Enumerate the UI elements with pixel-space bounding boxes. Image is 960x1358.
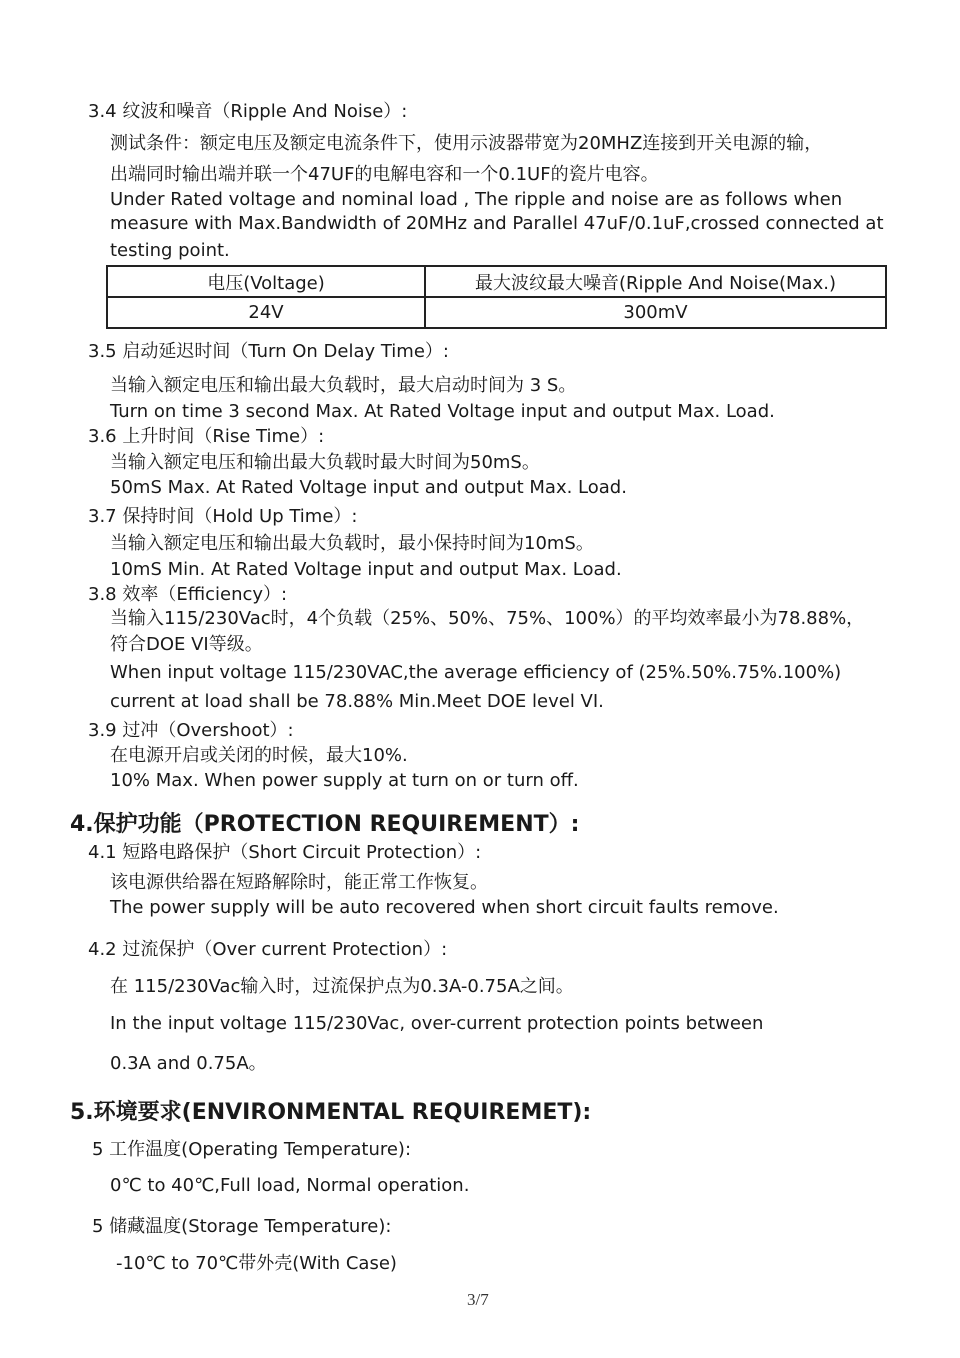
section-3-7-english: 10mS Min. At Rated Voltage input and output Max. Load. bbox=[110, 559, 622, 580]
table-header-voltage: 电压(Voltage) bbox=[107, 266, 425, 297]
section-3-8-english-line1: When input voltage 115/230VAC,the average efficiency of (25%.50%.75%.100%) bbox=[110, 662, 842, 683]
section-3-4-english-line2: measure with Max.Bandwidth of 20MHz and Parallel 47uF/0.1uF,crossed connected at bbox=[110, 213, 884, 234]
page-number: 3/7 bbox=[467, 1290, 489, 1309]
section-3-5-chinese: 当输入额定电压和输出最大负载时，最大启动时间为 3 S。 bbox=[110, 375, 577, 396]
storage-temperature-value: -10℃ to 70℃带外壳(With Case) bbox=[116, 1253, 397, 1274]
section-4-2-heading: 4.2 过流保护（Over current Protection）: bbox=[88, 939, 448, 960]
section-3-4-english-line3: testing point. bbox=[110, 240, 230, 261]
table-header-ripple-noise: 最大波纹最大噪音(Ripple And Noise(Max.) bbox=[425, 266, 886, 297]
section-3-6-chinese: 当输入额定电压和输出最大负载时最大时间为50mS。 bbox=[110, 452, 540, 473]
table-row bbox=[107, 297, 886, 328]
section-3-9-chinese: 在电源开启或关闭的时候，最大10%. bbox=[110, 745, 408, 766]
table-cell-voltage: 24V bbox=[107, 297, 425, 328]
section-4-1-english: The power supply will be auto recovered when short circuit faults remove. bbox=[110, 897, 779, 918]
section-3-4-heading: 3.4 纹波和噪音（Ripple And Noise）: bbox=[88, 101, 408, 122]
section-3-9-english: 10% Max. When power supply at turn on or turn off. bbox=[110, 770, 579, 791]
section-3-4-english-line1: Under Rated voltage and nominal load , The ripple and noise are as follows when bbox=[110, 189, 843, 210]
section-3-4-condition-line1: 测试条件：额定电压及额定电流条件下，使用示波器带宽为20MHZ连接到开关电源的输， bbox=[110, 133, 823, 154]
section-3-7-chinese: 当输入额定电压和输出最大负载时，最小保持时间为10mS。 bbox=[110, 533, 594, 554]
section-4-2-chinese: 在 115/230Vac输入时，过流保护点为0.3A-0.75A之间。 bbox=[110, 976, 574, 997]
section-3-5-heading: 3.5 启动延迟时间（Turn On Delay Time）: bbox=[88, 341, 449, 362]
section-3-8-heading: 3.8 效率（Efficiency）: bbox=[88, 584, 288, 605]
storage-temperature-heading: 5 储藏温度(Storage Temperature): bbox=[92, 1216, 392, 1237]
ripple-noise-table bbox=[106, 265, 887, 329]
section-4-title: 4.保护功能（PROTECTION REQUIREMENT）: bbox=[70, 812, 580, 837]
operating-temperature-value: 0℃ to 40℃,Full load, Normal operation. bbox=[110, 1175, 470, 1196]
section-3-8-chinese-line1: 当输入115/230Vac时，4个负载（25%、50%、75%、100%）的平均效率最小为78.88%， bbox=[110, 608, 865, 629]
section-4-2-english-line2: 0.3A and 0.75A。 bbox=[110, 1053, 267, 1074]
section-3-6-heading: 3.6 上升时间（Rise Time）: bbox=[88, 426, 325, 447]
table-cell-ripple-noise: 300mV bbox=[425, 297, 886, 328]
section-3-6-english: 50mS Max. At Rated Voltage input and output Max. Load. bbox=[110, 477, 627, 498]
operating-temperature-heading: 5 工作温度(Operating Temperature): bbox=[92, 1139, 412, 1160]
table-header-row bbox=[107, 266, 886, 297]
section-3-9-heading: 3.9 过冲（Overshoot）: bbox=[88, 720, 294, 741]
section-4-2-english-line1: In the input voltage 115/230Vac, over-current protection points between bbox=[110, 1013, 764, 1034]
section-3-7-heading: 3.7 保持时间（Hold Up Time）: bbox=[88, 506, 358, 527]
section-4-1-chinese: 该电源供给器在短路解除时，能正常工作恢复。 bbox=[110, 872, 488, 893]
section-3-8-english-line2: current at load shall be 78.88% Min.Meet DOE level VI. bbox=[110, 691, 604, 712]
section-3-4-condition-line2: 出端同时输出端并联一个47UF的电解电容和一个0.1UF的瓷片电容。 bbox=[110, 164, 659, 185]
section-3-5-english: Turn on time 3 second Max. At Rated Voltage input and output Max. Load. bbox=[110, 401, 775, 422]
section-4-1-heading: 4.1 短路电路保护（Short Circuit Protection）: bbox=[88, 842, 482, 863]
section-3-8-chinese-line2: 符合DOE VI等级。 bbox=[110, 634, 263, 655]
section-5-title: 5.环境要求(ENVIRONMENTAL REQUIREMET): bbox=[70, 1100, 592, 1125]
